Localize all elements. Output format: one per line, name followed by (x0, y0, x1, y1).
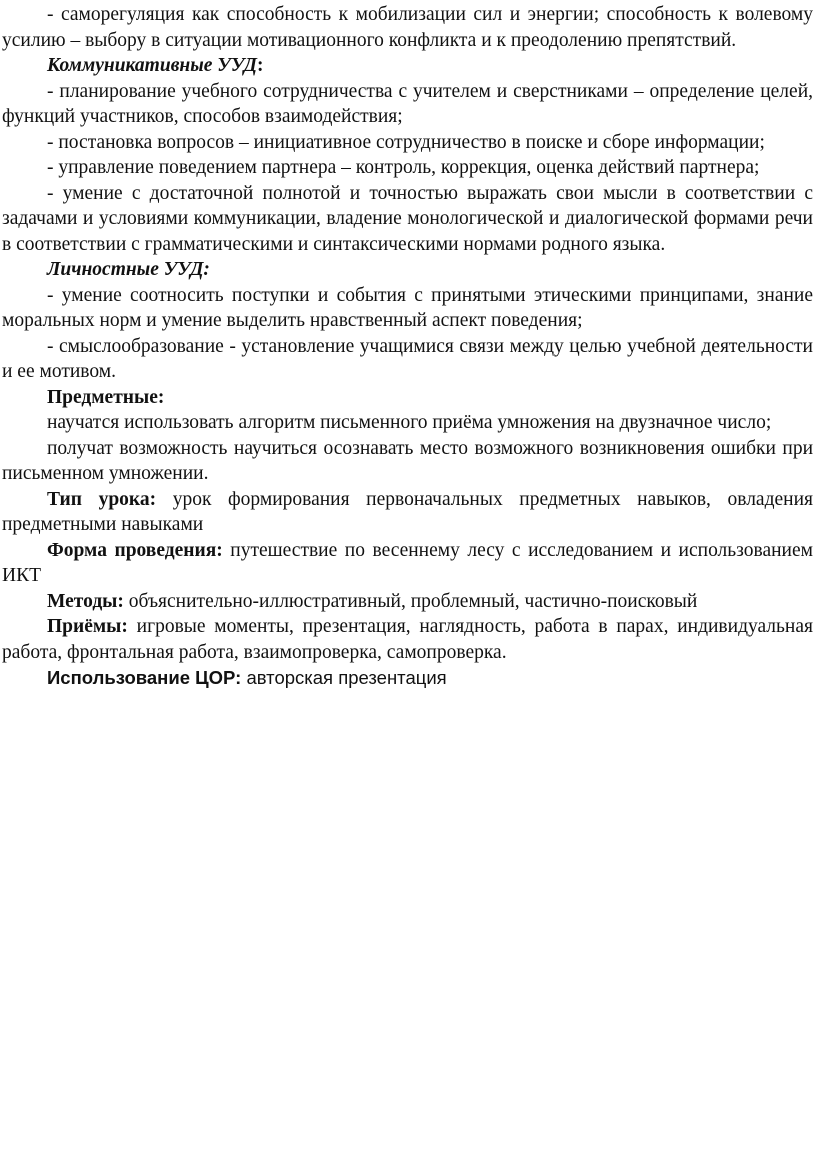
heading-communicative-text: Коммуникативные УУД (47, 55, 257, 76)
paragraph-comm-3: - управление поведением партнера – контроль, коррекция, оценка действий партнера; (47, 157, 760, 178)
paragraph-techniques (2, 614, 813, 665)
methods-label: Методы: (47, 590, 124, 612)
heading-communicative-colon: : (256, 55, 264, 76)
methods-text: объяснительно-иллюстративный, проблемный, частично-поисковый (123, 590, 698, 612)
paragraph-form (2, 538, 813, 589)
heading-subject-text: Предметные: (47, 386, 165, 408)
paragraph-subj-2: получат возможность научиться осознавать место возможного возникновения ошибки при письменном умножении. (2, 437, 813, 484)
paragraph-pers-1: - умение соотносить поступки и события с принятыми этическими принципами, знание моральных норм и умение выделить нравственный аспект поведения; (2, 284, 813, 331)
techniques-label: Приёмы: (47, 616, 128, 637)
paragraph-pers-2: - смыслообразование - установление учащимися связи между целью учебной деятельности и ее мотивом. (2, 335, 813, 382)
heading-subject (2, 385, 813, 411)
form-text: путешествие по весеннему лесу с исследованием и использованием ИКТ (2, 539, 813, 586)
paragraph-methods (2, 589, 813, 615)
lesson-type-text: урок формирования первоначальных предметных навыков, овладения предметными навыками (2, 488, 813, 535)
lesson-type-label: Тип урока: (47, 488, 157, 510)
heading-communicative (2, 53, 813, 79)
cor-text: авторская презентация (241, 667, 447, 688)
paragraph-comm-1: - планирование учебного сотрудничества с учителем и сверстниками – определение целей, функций участников, способов взаимодействия; (2, 80, 813, 127)
techniques-text: игровые моменты, презентация, наглядность, работа в парах, индивидуальная работа, фронтальная работа, взаимопроверка, самопроверка. (2, 616, 813, 663)
form-label: Форма проведения: (47, 539, 223, 561)
paragraph-comm-4: - умение с достаточной полнотой и точностью выражать свои мысли в соответствии с задачами и условиями коммуникации, владение монологической и диалогической формами речи в соответствии с грамматическими и синтаксическими нормами родного языка. (2, 182, 813, 255)
heading-personal (2, 257, 813, 283)
paragraph-subj-1: научатся использовать алгоритм письменного приёма умножения на двузначное число; (47, 412, 772, 433)
paragraph-self-regulation: - саморегуляция как способность к мобилизации сил и энергии; способность к волевому усилию – выбору в ситуации мотивационного конфликта и к преодолению препятствий. (2, 4, 813, 51)
paragraph-comm-2: - постановка вопросов – инициативное сотрудничество в поиске и сборе информации; (47, 131, 765, 153)
cor-label: Использование ЦОР: (47, 667, 242, 688)
heading-personal-text: Личностные УУД: (47, 259, 210, 280)
paragraph-cor (2, 665, 813, 691)
paragraph-lesson-type (2, 487, 813, 538)
